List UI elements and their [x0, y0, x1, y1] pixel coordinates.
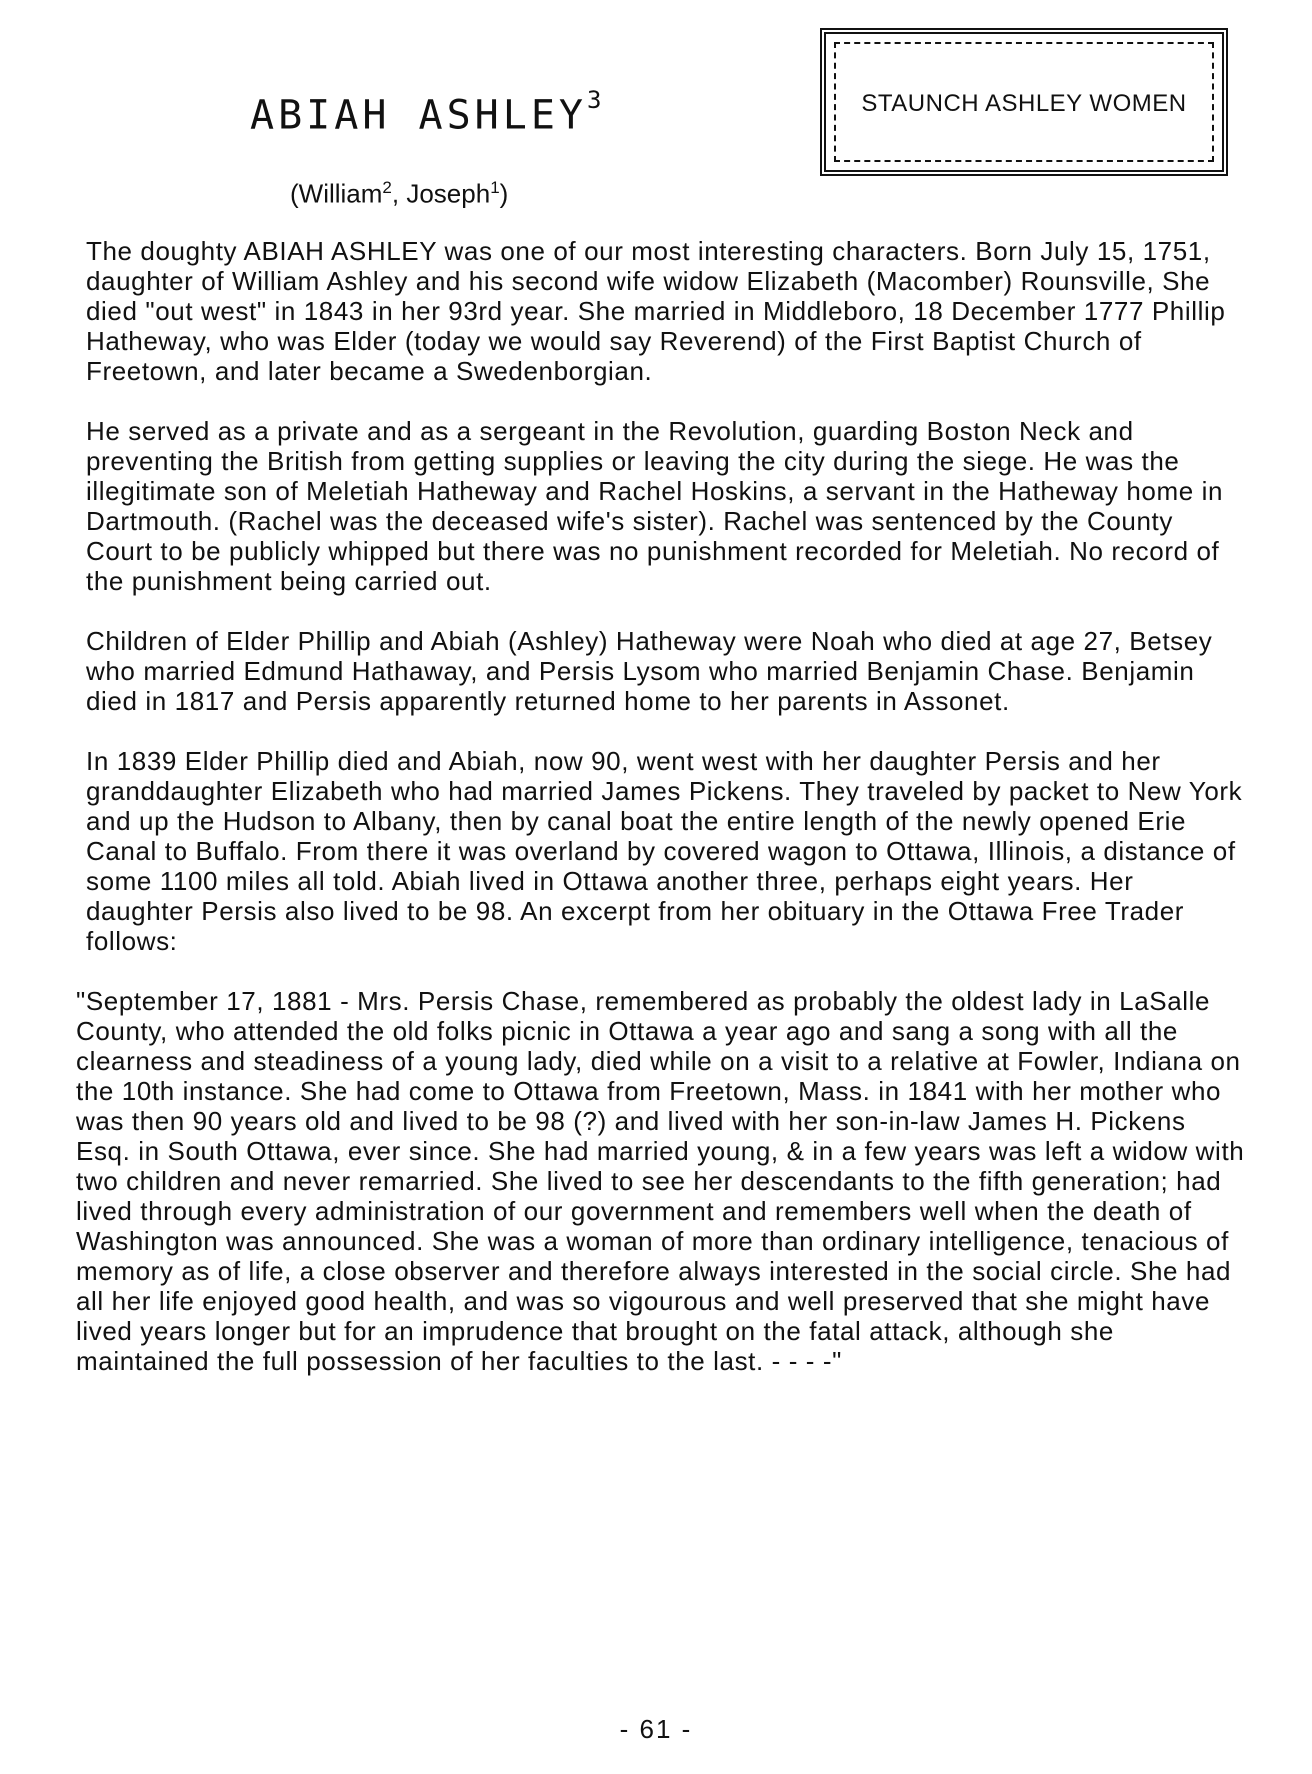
lineage-open: (William — [290, 178, 383, 209]
paragraph-3: Children of Elder Phillip and Abiah (Ashley) Hatheway were Noah who died at age 27, Betsey who married Edmund Hathaway, and Persis Lysom who married Benjamin Chase. Benjamin died in 1817 and Persis apparently returned home to her parents in Assonet. — [86, 626, 1213, 716]
badge-text: STAUNCH ASHLEY WOMEN — [861, 90, 1187, 117]
page-number: - 61 - — [619, 1714, 693, 1744]
paragraph-4: In 1839 Elder Phillip died and Abiah, now 90, went west with her daughter Persis and her granddaughter Elizabeth who had married James Pickens. They traveled by packet to New York and up the Hudson to Albany, then by canal boat the entire length of the newly opened Erie Canal to Buffalo. From there it was overland by covered wagon to Ottawa, Illinois, a distance of some 1100 miles all told. Abiah lived in Ottawa another three, perhaps eight years. Her daughter Persis also lived to be 98. An excerpt from her obituary in the Ottawa Free Trader follows: — [86, 746, 1243, 956]
lineage-sup-2: 1 — [490, 178, 500, 197]
lineage-sup-1: 2 — [382, 178, 392, 197]
lineage-mid: , Joseph — [391, 178, 491, 209]
page-title — [250, 86, 602, 139]
title-generation-superscript: 3 — [586, 86, 602, 114]
title-name: ABIAH ASHLEY — [250, 92, 587, 139]
lineage — [290, 178, 508, 210]
paragraph-2: He served as a private and as a sergeant in the Revolution, guarding Boston Neck and preventing the British from getting supplies or leaving the city during the siege. He was the illegitimate son of Meletiah Hatheway and Rachel Hoskins, a servant in the Hatheway home in Dartmouth. (Rachel was the deceased wife's sister). Rachel was sentenced by the County Court to be publicly whipped but there was no punishment recorded for Meletiah. No record of the punishment being carried out. — [86, 416, 1224, 596]
obituary-quote: "September 17, 1881 - Mrs. Persis Chase, remembered as probably the oldest lady in LaSalle County, who attended the old folks picnic in Ottawa a year ago and sang a song with all the clearness and steadiness of a young lady, died while on a visit to a relative at Fowler, Indiana on the 10th instance. She had come to Ottawa from Freetown, Mass. in 1841 with her mother who was then 90 years old and lived to be 98 (?) and lived with her son-in-law James H. Pickens Esq. in South Ottawa, ever since. She had married young, & in a few years was left a widow with two children and never remarried. She lived to see her descendants to the fifth generation; had lived through every administration of our government and remembers well when the death of Washington was announced. She was a woman of more than ordinary intelligence, tenacious of memory as of life, a close observer and therefore always interested in the social circle. She had all her life enjoyed good health, and was so vigourous and well preserved that she might have lived years longer but for an imprudence that brought on the fatal attack, although she maintained the full possession of her faculties to the last. - - - -" — [76, 986, 1245, 1376]
paragraph-1: The doughty ABIAH ASHLEY was one of our most interesting characters. Born July 15, 1751, daughter of William Ashley and his second wife widow Elizabeth (Macomber) Rounsville, She died "out west" in 1843 in her 93rd year. She married in Middleboro, 18 December 1777 Phillip Hatheway, who was Elder (today we would say Reverend) of the First Baptist Church of Freetown, and later became a Swedenborgian. — [86, 236, 1226, 386]
article-body — [76, 236, 1246, 1406]
lineage-close: ) — [499, 178, 509, 209]
section-badge — [820, 28, 1228, 176]
